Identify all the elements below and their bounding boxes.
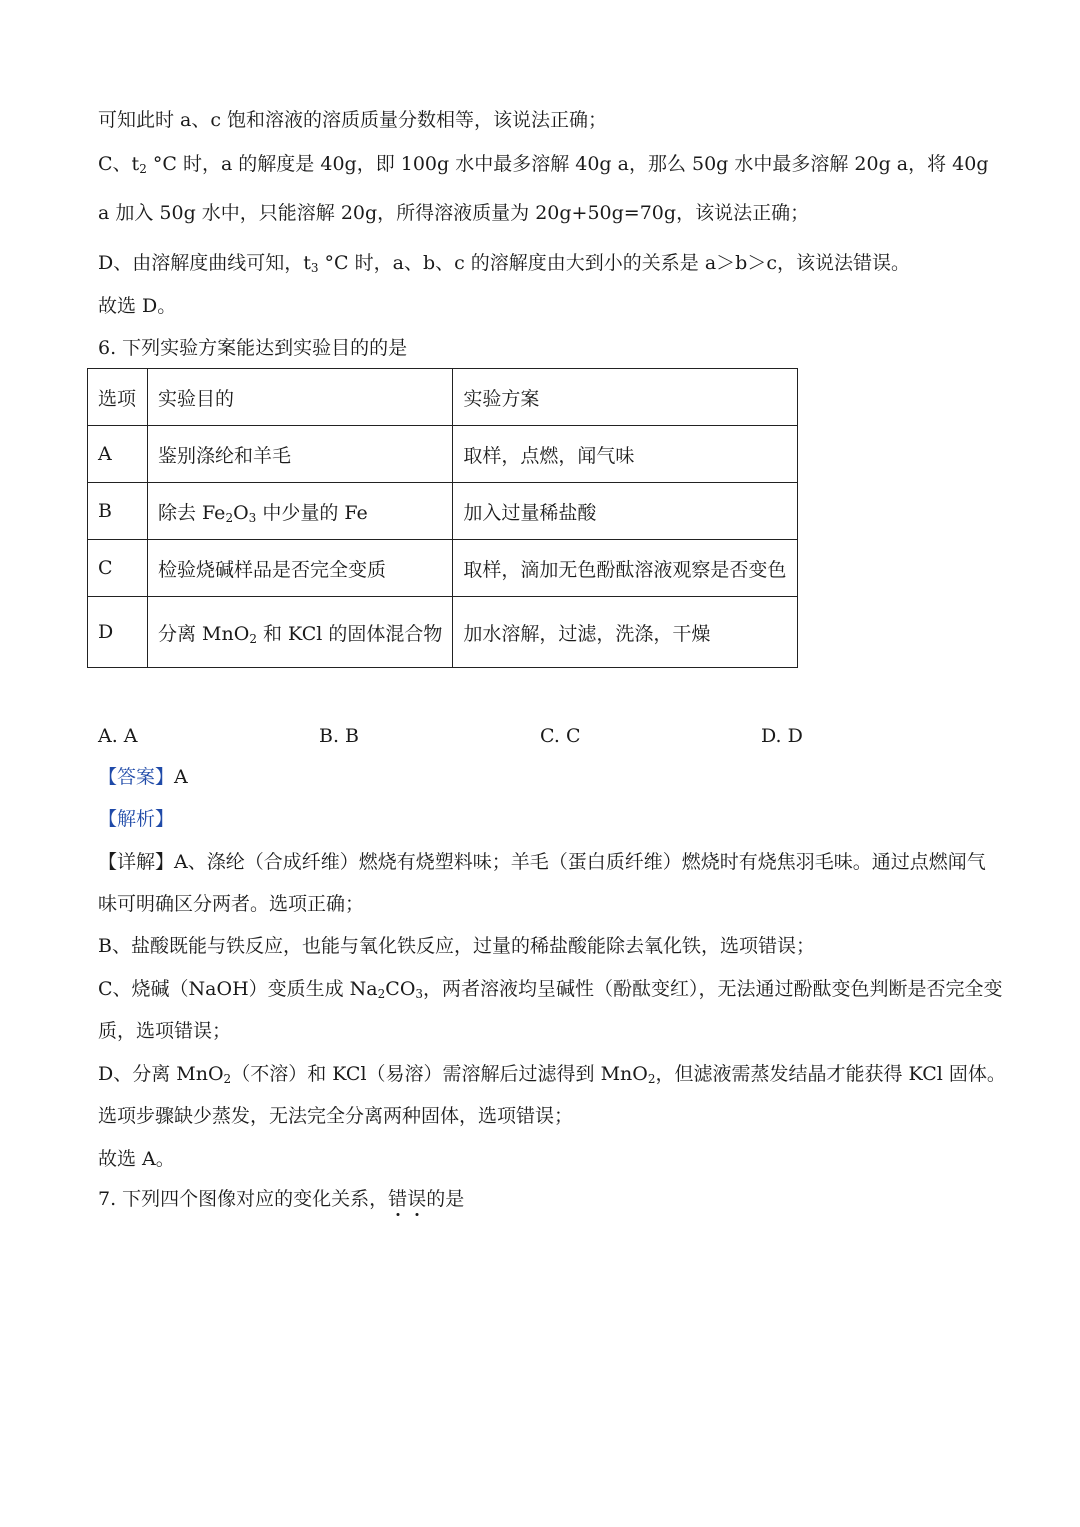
table-cell: 除去 $Fe_2O_3$ 中少量的 Fe <box>148 483 453 540</box>
table-row <box>88 483 798 540</box>
answer-label: 【答案】 <box>98 766 175 788</box>
analysis-label: 【解析】 <box>98 808 175 830</box>
table-cell: D <box>88 597 148 668</box>
option-a: A. A <box>98 725 138 747</box>
text-line: D、由溶解度曲线可知，$t_3$ °C 时，a、b、c 的溶解度由大到小的关系是 a＞b＞c，该说法错误。 <box>98 252 910 275</box>
table-cell: 取样，滴加无色酚酞溶液观察是否变色 <box>453 540 798 597</box>
header-cell: 选项 <box>88 369 148 426</box>
table-cell: 鉴别涤纶和羊毛 <box>148 426 453 483</box>
text-line: a 加入 50g 水中，只能溶解 20g，所得溶液质量为 20g+50g=70g，该说法正确； <box>98 202 810 224</box>
detail-line: 【详解】A、涤纶（合成纤维）燃烧有烧塑料味；羊毛（蛋白质纤维）燃烧时有烧焦羽毛味。通过点燃闻气 <box>98 851 986 873</box>
table-cell: 取样，点燃，闻气味 <box>453 426 798 483</box>
option-c: C. C <box>540 725 581 747</box>
option-d: D. D <box>761 725 803 747</box>
question-7-title: 7. 下列四个图像对应的变化关系，错误的是 <box>98 1188 465 1210</box>
table-row <box>88 597 798 668</box>
text-line: 可知此时 a、c 饱和溶液的溶质质量分数相等，该说法正确； <box>98 109 608 131</box>
text-line: 故选 D。 <box>98 295 177 317</box>
detail-line: 味可明确区分两者。选项正确； <box>98 893 365 915</box>
table-cell: B <box>88 483 148 540</box>
detail-line: 选项步骤缺少蒸发，无法完全分离两种固体，选项错误； <box>98 1105 574 1127</box>
detail-line: 故选 A。 <box>98 1148 175 1170</box>
table-cell: C <box>88 540 148 597</box>
answer-line <box>98 763 188 791</box>
header-cell: 实验目的 <box>148 369 453 426</box>
table-row <box>88 540 798 597</box>
table-cell: A <box>88 426 148 483</box>
detail-label: 【详解】 <box>98 851 175 873</box>
answer-value: A <box>174 766 188 788</box>
option-b: B. B <box>319 725 360 747</box>
detail-line: D、分离 MnO$_2$（不溶）和 KCl（易溶）需溶解后过滤得到 MnO$_2$，但滤液需蒸发结晶才能获得 KCl 固体。 <box>98 1063 1006 1086</box>
detail-line: C、烧碱（NaOH）变质生成 $Na_2CO_3$，两者溶液均呈碱性（酚酞变红），无法通过酚酞变色判断是否完全变 <box>98 978 1003 1001</box>
table-cell: 加水溶解，过滤，洗涤，干燥 <box>453 597 798 668</box>
table-cell: 加入过量稀盐酸 <box>453 483 798 540</box>
header-cell: 实验方案 <box>453 369 798 426</box>
table-header-row <box>88 369 798 426</box>
text-line: C、$t_2$ °C 时，a 的解度是 40g，即 100g 水中最多溶解 40g a，那么 50g 水中最多溶解 20g a，将 40g <box>98 153 989 176</box>
table-cell: 检验烧碱样品是否完全变质 <box>148 540 453 597</box>
question-6-title: 6. 下列实验方案能达到实验目的的是 <box>98 337 408 359</box>
table-cell: 分离 MnO$_2$ 和 KCl 的固体混合物 <box>148 597 453 668</box>
detail-line: B、盐酸既能与铁反应，也能与氧化铁反应，过量的稀盐酸能除去氧化铁，选项错误； <box>98 935 815 957</box>
experiment-table <box>87 368 798 668</box>
detail-line: 质，选项错误； <box>98 1020 232 1042</box>
table-row <box>88 426 798 483</box>
